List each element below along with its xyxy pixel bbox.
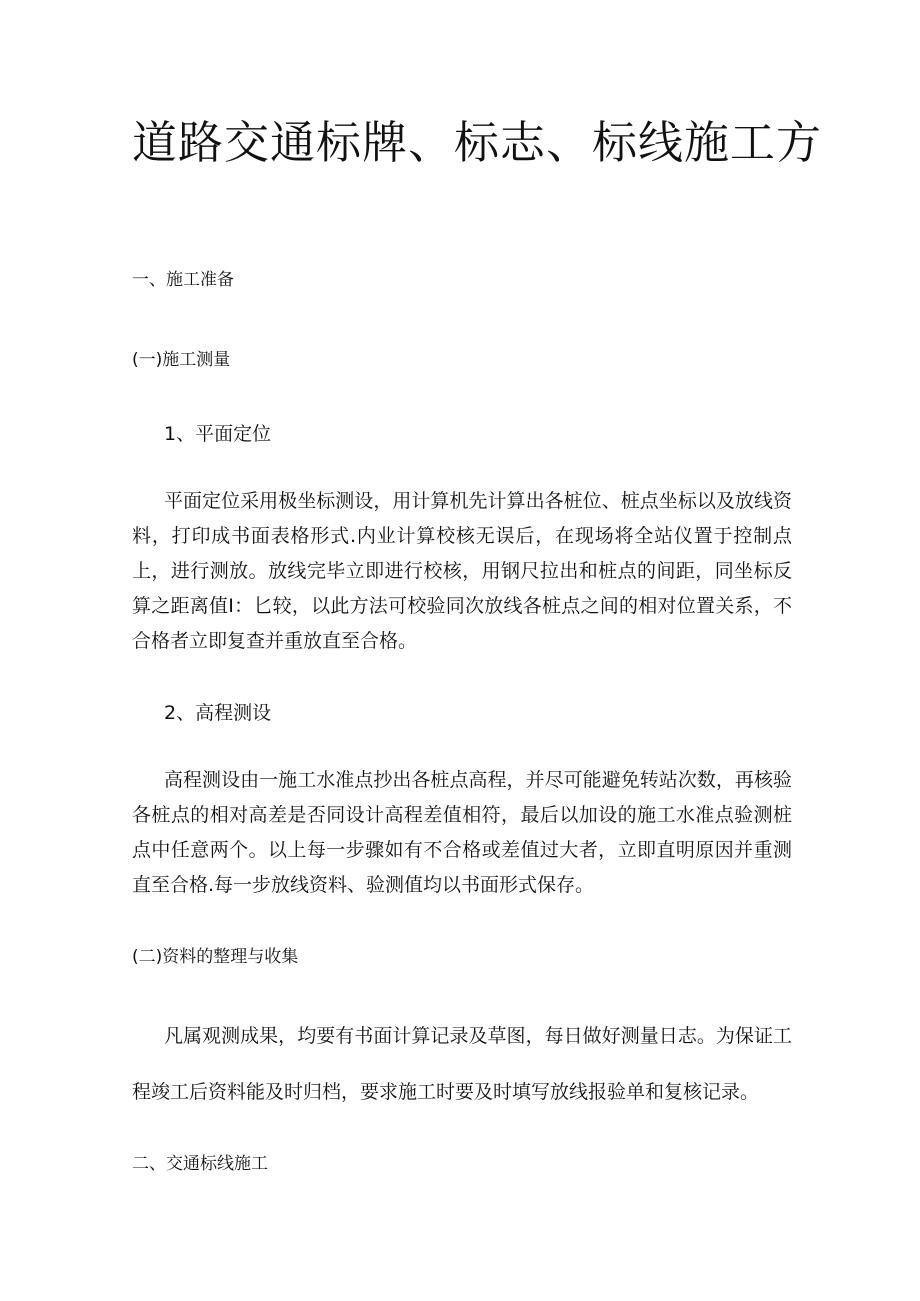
section-heading-preparation: 一、施工准备 (132, 270, 234, 290)
paragraph-elevation-survey: 高程测设由一施工水准点抄出各桩点高程，并尽可能避免转站次数，再核验各桩点的相对高差是否同设计高程差值相符，最后以加设的施工水准点验测桩点中任意两个。以上每一步骤如有不合格或差值过大者，立即直明原因并重测直至合格.每一步放线资料、验测值均以书面形式保存。 (132, 769, 792, 896)
paragraph-plane-positioning: 平面定位采用极坐标测设，用计算机先计算出各桩位、桩点坐标以及放线资料，打印成书面表格形式.内业计算校核无误后，在现场将全站仪置于控制点上，进行测放。放线完毕立即进行校核，用钢尺拉出和桩点的间距，同坐标反算之距离值I：匕较，以此方法可校验同次放线各桩点之间的相对位置关系，不合格者立即复查并重放直至合格。 (132, 490, 792, 652)
document-title: 道路交通标牌、标志、标线施工方 (132, 116, 823, 169)
subsection-heading-records: (二)资料的整理与收集 (132, 947, 299, 967)
section-heading-traffic-markings: 二、交通标线施工 (132, 1154, 268, 1174)
item-heading-plane-positioning: 1、平面定位 (164, 423, 272, 445)
subsection-heading-survey: (一)施工测量 (132, 350, 231, 370)
paragraph-records: 凡属观测成果，均要有书面计算记录及草图，每日做好测量日志。为保证工程竣工后资料能及时归档，要求施工时要及时填写放线报验单和复核记录。 (132, 1025, 792, 1103)
item-heading-elevation-survey: 2、高程测设 (164, 702, 272, 724)
